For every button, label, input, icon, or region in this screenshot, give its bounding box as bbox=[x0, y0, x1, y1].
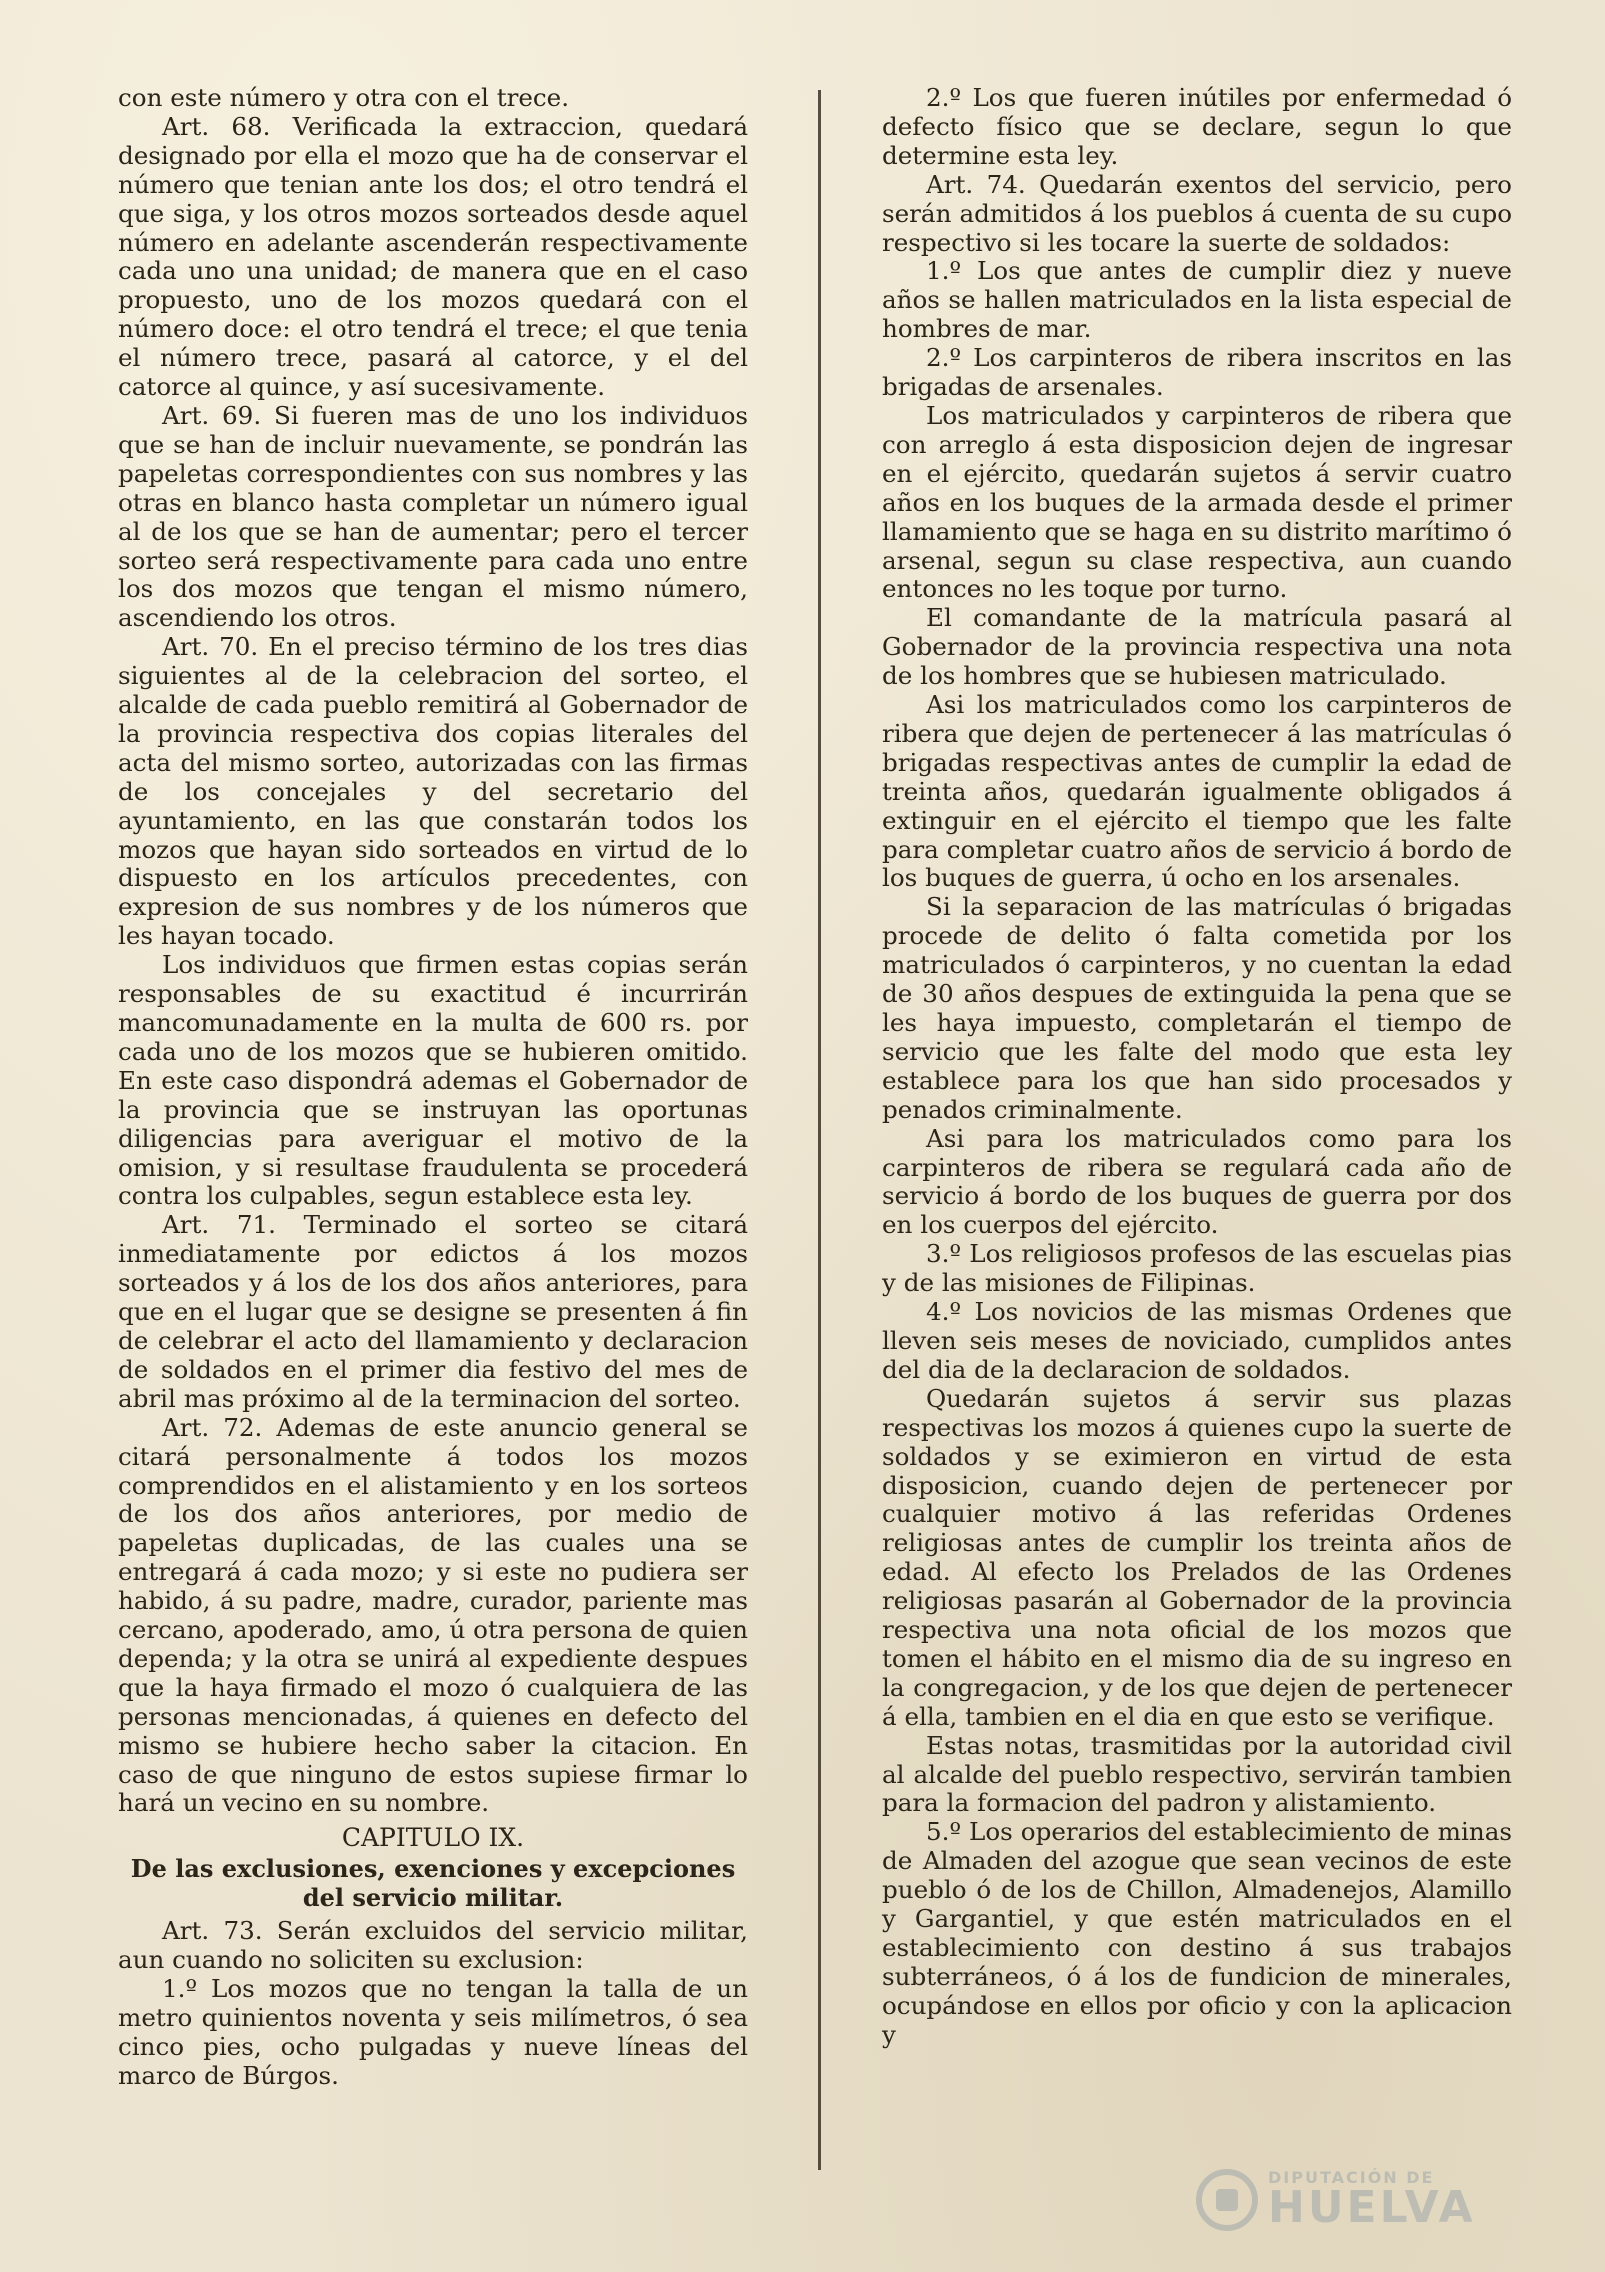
paragraph: Asi para los matriculados como para los carpinteros de ribera se regulará cada año de servicio á bordo de los buques de guerra por dos en los cuerpos del ejército. bbox=[882, 1123, 1512, 1240]
paragraph: Art. 68. Verificada la extraccion, quedará designado por ella el mozo que ha de conservar el número que tenian ante los dos; el otro tendrá el que siga, y los otros mozos sorteados desde aquel número en adelante ascenderán respectivamente cada uno una unidad; de manera que en el caso propuesto, uno de los mozos quedará con el número doce: el otro tendrá el trece; el que tenia el número trece, pasará al catorce, y el del catorce al quince, y así sucesivamente. bbox=[118, 111, 748, 402]
paragraph: Asi los matriculados como los carpinteros de ribera que dejen de pertenecer á las matrículas ó brigadas respectivas antes de cumplir la edad de treinta años, quedarán igualmente obligados á extinguir en el ejército el tiempo que les falte para completar cuatro años de servicio á bordo de los buques de guerra, ú ocho en los arsenales. bbox=[882, 690, 1512, 893]
paragraph: Art. 70. En el preciso término de los tres dias siguientes al de la celebracion del sorteo, el alcalde de cada pueblo remitirá al Gobernador de la provincia respectiva dos copias literales del acta del mismo sorteo, autorizadas con las firmas de los concejales y del secretario del ayuntamiento, en las que constarán todos los mozos que hayan sido sorteados en virtud de lo dispuesto en los artículos precedentes, con expresion de sus nombres y de los números que les hayan tocado. bbox=[118, 632, 748, 951]
left-column bbox=[118, 84, 748, 2091]
seal-icon bbox=[1196, 2169, 1258, 2231]
right-articles bbox=[882, 84, 1512, 2050]
chapter-subtitle: De las exclusiones, exenciones y excepciones del servicio militar. bbox=[130, 1854, 736, 1913]
paragraph: Art. 74. Quedarán exentos del servicio, pero serán admitidos á los pueblos á cuenta de su cupo respectivo si les tocare la suerte de soldados: bbox=[882, 169, 1512, 257]
chapter-heading: CAPITULO IX. bbox=[341, 1823, 525, 1853]
left-articles-after-heading bbox=[118, 1917, 748, 2090]
paragraph: El comandante de la matrícula pasará al Gobernador de la provincia respectiva una nota de los hombres que se hubiesen matriculado. bbox=[882, 603, 1512, 691]
paragraph: Quedarán sujetos á servir sus plazas respectivas los mozos á quienes cupo la suerte de soldados y se eximieron en virtud de esta disposicion, cuando dejen de pertenecer por cualquier motivo á las referidas Ordenes religiosas antes de cumplir los treinta años de edad. Al efecto los Prelados de las Ordenes religiosas pasarán al Gobernador de la provincia respectiva una nota oficial de los mozos que tomen el hábito en el mismo dia de su ingreso en la congregacion, y de los que dejen de pertenecer á ella, tambien en el dia en que esto se verifique. bbox=[882, 1383, 1512, 1731]
watermark-big: HUELVA bbox=[1268, 2182, 1476, 2233]
watermark-text bbox=[1268, 2168, 1476, 2233]
paragraph: Art. 69. Si fueren mas de uno los individuos que se han de incluir nuevamente, se pondrán las papeletas correspondientes con sus nombres y las otras en blanco hasta completar un número igual al de los que se han de aumentar; pero el tercer sorteo será respectivamente para cada uno entre los dos mozos que tengan el mismo número, ascendiendo los otros. bbox=[118, 400, 748, 633]
paragraph: Si la separacion de las matrículas ó brigadas procede de delito ó falta cometida por los matriculados ó carpinteros, y no cuentan la edad de 30 años despues de extinguida la pena que se les haya impuesto, completarán el tiempo de servicio que les falte del modo que esta ley establece para los que han sido procesados y penados criminalmente. bbox=[882, 892, 1512, 1124]
column-divider bbox=[818, 90, 821, 2170]
left-articles bbox=[118, 84, 748, 1818]
paragraph: Estas notas, trasmitidas por la autoridad civil al alcalde del pueblo respectivo, servirán tambien para la formacion del padron y alistamiento. bbox=[882, 1730, 1512, 1818]
paragraph: 1.º Los que antes de cumplir diez y nueve años se hallen matriculados en la lista especial de hombres de mar. bbox=[882, 256, 1512, 344]
paragraph: 1.º Los mozos que no tengan la talla de un metro quinientos noventa y seis milímetros, ó sea cinco pies, ocho pulgadas y nueve líneas del marco de Búrgos. bbox=[118, 1973, 748, 2090]
archive-watermark bbox=[1196, 2158, 1526, 2242]
paragraph: Art. 71. Terminado el sorteo se citará inmediatamente por edictos á los mozos sorteados y á los de los dos años anteriores, para que en el lugar que se designe se presenten á fin de celebrar el acto del llamamiento y declaracion de soldados en el primer dia festivo del mes de abril mas próximo al de la terminacion del sorteo. bbox=[118, 1210, 748, 1413]
paragraph: Art. 73. Serán excluidos del servicio militar, aun cuando no soliciten su exclusion: bbox=[118, 1916, 748, 1974]
watermark-small: DIPUTACIÓN DE bbox=[1268, 2168, 1435, 2187]
right-column bbox=[882, 84, 1512, 2050]
paragraph: 2.º Los que fueren inútiles por enfermedad ó defecto físico que se declare, segun lo que determine esta ley. bbox=[882, 83, 1512, 170]
paragraph: con este número y otra con el trece. bbox=[118, 83, 570, 112]
paragraph: 2.º Los carpinteros de ribera inscritos en las brigadas de arsenales. bbox=[882, 343, 1512, 402]
paragraph: 5.º Los operarios del establecimiento de minas de Almaden del azogue que sean vecinos de este pueblo ó de los de Chillon, Almadenejos, Alamillo y Gargantiel, y que estén matriculados en el establecimiento con destino á sus trabajos subterráneos, ó á los de fundicion de minerales, ocupándose en ellos por oficio y con la aplicacion y bbox=[882, 1817, 1512, 2049]
paragraph: 4.º Los novicios de las mismas Ordenes que lleven seis meses de noviciado, cumplidos antes del dia de la declaracion de soldados. bbox=[882, 1297, 1512, 1384]
paragraph: Los matriculados y carpinteros de ribera que con arreglo á esta disposicion dejen de ingresar en el ejército, quedarán sujetos á servir cuatro años en los buques de la armada desde el primer llamamiento que se haga en su distrito marítimo ó arsenal, segun su clase respectiva, aun cuando entonces no les toque por turno. bbox=[882, 400, 1512, 604]
paragraph: Los individuos que firmen estas copias serán responsables de su exactitud é incurrirán mancomunadamente en la multa de 600 rs. por cada uno de los mozos que se hubieren omitido. En este caso dispondrá ademas el Gobernador de la provincia que se instruyan las oportunas diligencias para averiguar el motivo de la omision, y si resultase fraudulenta se procederá contra los culpables, segun establece esta ley. bbox=[118, 950, 748, 1211]
paragraph: Art. 72. Ademas de este anuncio general se citará personalmente á todos los mozos comprendidos en el alistamiento y en los sorteos de los dos años anteriores, por medio de papeletas duplicadas, de las cuales una se entregará á cada mozo; y si este no pudiera ser habido, á su padre, madre, curador, pariente mas cercano, apoderado, amo, ú otra persona de quien dependa; y la otra se unirá al expediente despues que la haya firmado el mozo ó cualquiera de las personas mencionadas, á quienes en defecto del mismo se hubiere hecho saber la citacion. En caso de que ninguno de estos supiese firmar lo hará un vecino en su nombre. bbox=[118, 1412, 748, 1818]
paragraph: 3.º Los religiosos profesos de las escuelas pias y de las misiones de Filipinas. bbox=[882, 1239, 1512, 1298]
